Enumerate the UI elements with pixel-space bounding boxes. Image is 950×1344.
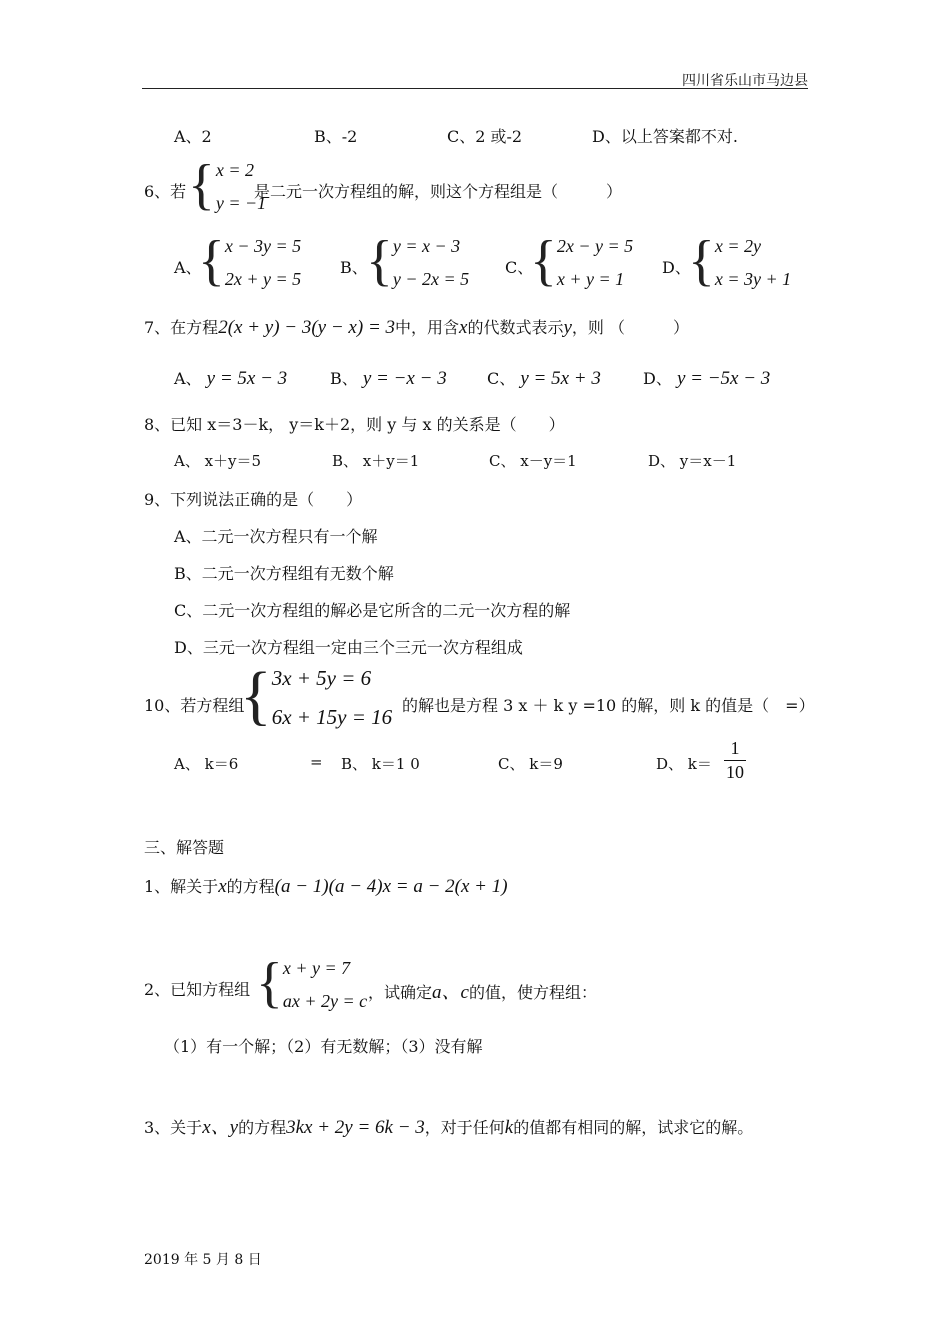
q7-option-a xyxy=(174,366,287,390)
q10-option-d: D、 k＝ xyxy=(656,755,712,773)
p1-equation: (a − 1)(a − 4)x = a − 2(x + 1) xyxy=(274,876,508,897)
p3-k: k xyxy=(504,1117,514,1138)
q7-equation: 2(x + y) − 3(y − x) = 3 xyxy=(218,317,396,338)
fraction-denominator: 10 xyxy=(726,762,744,782)
q10-prefix: 10、若方程组 xyxy=(144,696,245,715)
p1-mid: 的方程 xyxy=(226,877,275,896)
p2-suffix: 的值，使方程组： xyxy=(468,983,597,1002)
q6-option-b-system xyxy=(366,230,470,292)
q9-option-b: B、二元一次方程组有无数个解 xyxy=(174,564,394,583)
q7-var-y: y xyxy=(563,317,572,338)
q7-option-d-expr: y = −5x − 3 xyxy=(676,368,771,389)
q7-option-b-expr: y = −x − 3 xyxy=(362,368,447,389)
q7-option-d xyxy=(643,366,770,390)
q7-mid: 中，用含 xyxy=(395,318,460,337)
q10-option-a: A、 k＝6 xyxy=(174,755,239,773)
p1-prefix: 1、解关于 xyxy=(144,877,219,896)
q7-option-c xyxy=(487,366,601,390)
q6-option-d-label: D、 xyxy=(662,258,691,277)
q10-stray-equals: = xyxy=(310,753,323,771)
header-school: 四川省乐山市马边县 xyxy=(682,73,808,89)
q7-var-x: x xyxy=(459,317,468,338)
section3-title: 三、解答题 xyxy=(144,838,225,857)
p3-equation: 3kx + 2y = 6k − 3 xyxy=(286,1117,425,1138)
q8-option-d: D、 y＝x－1 xyxy=(648,452,737,470)
p1-var: x xyxy=(218,876,227,897)
q6-option-c-line2: x + y = 1 xyxy=(556,269,625,289)
p2-line1: x + y = 7 xyxy=(282,958,351,978)
fraction-bar xyxy=(724,760,746,761)
brace-icon: { xyxy=(198,230,225,292)
header-rule xyxy=(142,88,808,89)
q6-option-a-label: A、 xyxy=(174,258,202,277)
q5-option-a: A、2 xyxy=(174,127,212,146)
q7-option-c-label: C、 xyxy=(487,369,516,388)
brace-icon: { xyxy=(240,659,272,732)
p3-suffix: 的值都有相同的解，试求它的解。 xyxy=(513,1118,754,1137)
q9-option-d: D、三元一次方程组一定由三个三元一次方程组成 xyxy=(174,638,523,657)
brace-icon: { xyxy=(530,230,557,292)
q5-option-b: B、-2 xyxy=(314,127,358,146)
q6-option-a-line2: 2x + y = 5 xyxy=(224,269,302,289)
q8-option-a: A、 x＋y＝5 xyxy=(174,452,262,470)
p3-mid: 的方程 xyxy=(238,1118,287,1137)
q6-option-c-label: C、 xyxy=(505,258,534,277)
p2-mid: ，试确定 xyxy=(368,983,433,1002)
q6-sys-line1: x = 2 xyxy=(215,160,255,180)
q10-sys-line1: 3x + 5y = 6 xyxy=(271,666,372,690)
q7-suffix: ，则 （ ） xyxy=(571,318,690,337)
q7-option-a-expr: y = 5x − 3 xyxy=(206,368,288,389)
q10-suffix: 的解也是方程 3 x ＋ k y =10 的解，则 k 的值是（ =） xyxy=(402,696,815,715)
q6-sys-line2: y = −1 xyxy=(215,193,267,213)
q6-option-a-line1: x − 3y = 5 xyxy=(224,236,302,256)
q6-option-b-label: B、 xyxy=(340,258,368,277)
q7-option-d-label: D、 xyxy=(643,369,672,388)
q7-mid2: 的代数式表示 xyxy=(467,318,564,337)
p3-mid2: ，对于任何 xyxy=(424,1118,505,1137)
p2-vars: a、c xyxy=(432,982,469,1003)
q8-option-b: B、 x＋y＝1 xyxy=(332,452,420,470)
q10-option-d-fraction xyxy=(724,738,746,783)
q7-option-a-label: A、 xyxy=(174,369,202,388)
q7-prefix: 7、在方程 xyxy=(144,318,219,337)
p3-prefix: 3、关于 xyxy=(144,1118,203,1137)
q6-suffix: 是二元一次方程组的解，则这个方程组是（ ） xyxy=(254,182,623,201)
q6-option-c-system xyxy=(530,230,634,292)
q6-option-d-line2: x = 3y + 1 xyxy=(714,269,792,289)
brace-icon: { xyxy=(366,230,393,292)
q8-question: 8、已知 x＝3－k， y＝k＋2，则 y 与 x 的关系是（ ） xyxy=(144,415,565,434)
footer-date: 2019 年 5 月 8 日 xyxy=(144,1252,262,1268)
q10-option-c: C、 k＝9 xyxy=(498,755,563,773)
section3-problem1 xyxy=(144,874,508,898)
q8-option-c: C、 x－y＝1 xyxy=(489,452,577,470)
p3-vars: x、y xyxy=(202,1117,239,1138)
section3-problem3 xyxy=(144,1112,753,1139)
q9-option-c: C、二元一次方程组的解必是它所含的二元一次方程的解 xyxy=(174,601,571,620)
q5-option-c: C、2 或-2 xyxy=(447,127,523,146)
p2-system xyxy=(256,952,368,1014)
q6-option-a-system xyxy=(198,230,302,292)
p2-line2: ax + 2y = c xyxy=(282,991,368,1011)
q6-option-c-line1: 2x − y = 5 xyxy=(556,236,634,256)
p2-tail xyxy=(368,977,597,1004)
q6-option-b-line1: y = x − 3 xyxy=(392,236,461,256)
q6-prefix: 6、若 xyxy=(144,182,187,201)
p2-subquestions: （1）有一个解；（2）有无数解；（3）没有解 xyxy=(164,1037,483,1056)
fraction-numerator: 1 xyxy=(730,738,740,758)
q7-question xyxy=(144,315,689,339)
q7-option-b xyxy=(330,366,447,390)
p2-prefix: 2、已知方程组 xyxy=(144,980,251,999)
q9-option-a: A、二元一次方程只有一个解 xyxy=(174,527,378,546)
brace-icon: { xyxy=(256,952,283,1014)
brace-icon: { xyxy=(188,154,215,216)
q6-option-d-line1: x = 2y xyxy=(714,236,762,256)
q10-sys-line2: 6x + 15y = 16 xyxy=(271,705,393,729)
brace-icon: { xyxy=(688,230,715,292)
q10-option-b: B、 k＝1 0 xyxy=(341,755,420,773)
q6-option-b-line2: y − 2x = 5 xyxy=(392,269,470,289)
q5-option-d: D、以上答案都不对. xyxy=(592,127,738,146)
q6-option-d-system xyxy=(688,230,792,292)
q10-system xyxy=(240,659,393,732)
q7-option-b-label: B、 xyxy=(330,369,358,388)
q7-option-c-expr: y = 5x + 3 xyxy=(520,368,601,389)
q9-question: 9、下列说法正确的是（ ） xyxy=(144,490,363,509)
